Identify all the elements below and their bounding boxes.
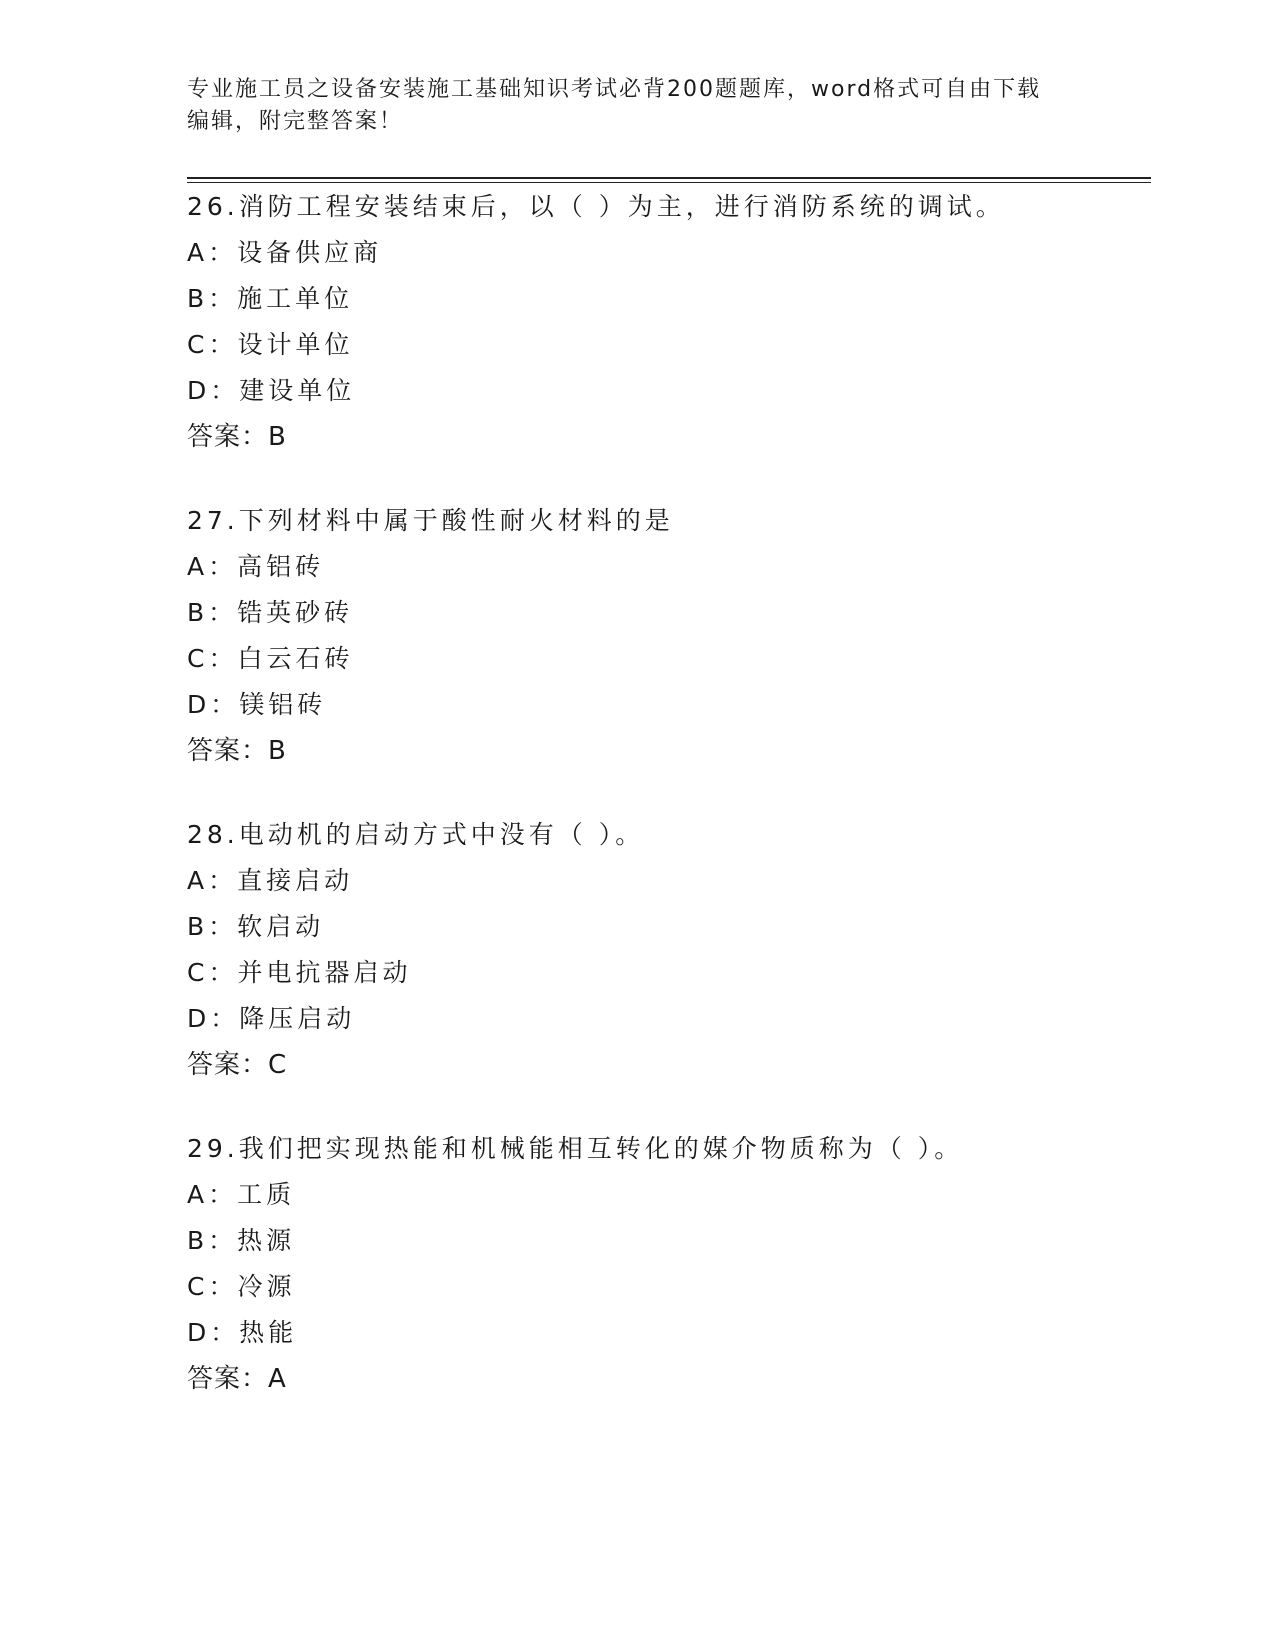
option-d: D：建设单位 (187, 376, 356, 405)
option-b: B：热源 (187, 1226, 296, 1255)
answer: 答案：B (187, 422, 287, 452)
option-d: D：镁铝砖 (187, 690, 327, 719)
answer: 答案：A (187, 1364, 287, 1394)
option-a: A：设备供应商 (187, 238, 383, 267)
option-b: B：施工单位 (187, 284, 354, 313)
question-27 (187, 498, 1147, 774)
header-title-line-1: 专业施工员之设备安装施工基础知识考试必背200题题库，word格式可自由下载 (187, 77, 1042, 102)
option-c: C：并电抗器启动 (187, 958, 412, 987)
option-b: B：锆英砂砖 (187, 598, 354, 627)
question-stem: 29.我们把实现热能和机械能相互转化的媒介物质称为（ ）。 (187, 1134, 964, 1163)
question-29 (187, 1126, 1147, 1402)
option-c: C：设计单位 (187, 330, 354, 359)
option-c: C：白云石砖 (187, 644, 354, 673)
option-d: D：热能 (187, 1318, 298, 1347)
answer: 答案：B (187, 736, 287, 766)
header-divider-thick (187, 177, 1151, 179)
header-divider-thin (187, 182, 1151, 183)
question-28 (187, 812, 1147, 1088)
option-d: D：降压启动 (187, 1004, 356, 1033)
question-stem: 26.消防工程安装结束后，以（ ）为主，进行消防系统的调试。 (187, 192, 1005, 221)
option-a: A：高铝砖 (187, 552, 325, 581)
question-stem: 28.电动机的启动方式中没有（ ）。 (187, 820, 645, 849)
question-26 (187, 184, 1147, 460)
option-a: A：工质 (187, 1180, 296, 1209)
header-title-line-2: 编辑，附完整答案！ (187, 109, 404, 134)
question-stem: 27.下列材料中属于酸性耐火材料的是 (187, 506, 674, 535)
option-a: A：直接启动 (187, 866, 354, 895)
document-header (187, 74, 1087, 138)
option-c: C：冷源 (187, 1272, 296, 1301)
option-b: B：软启动 (187, 912, 325, 941)
answer: 答案：C (187, 1050, 288, 1080)
